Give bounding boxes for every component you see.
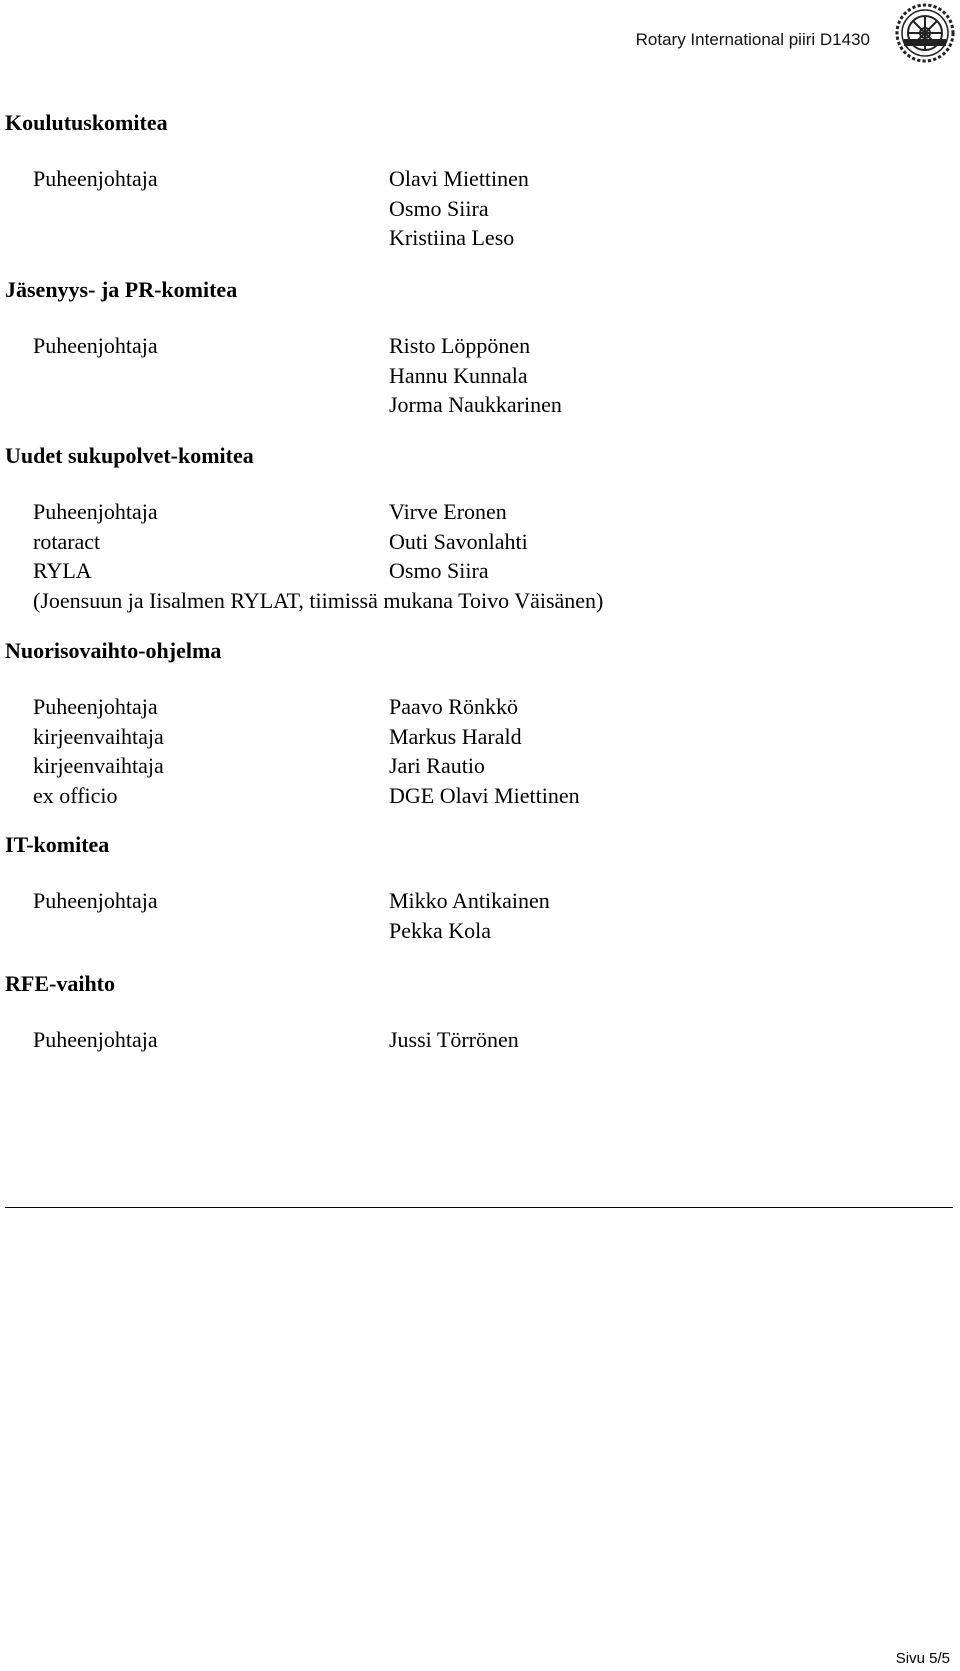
note-row — [33, 586, 933, 616]
member-row — [33, 886, 933, 916]
section-title: Nuorisovaihto-ohjelma — [5, 638, 222, 663]
member-name: Osmo Siira — [389, 195, 489, 221]
member-rows — [33, 1025, 933, 1055]
member-role: Puheenjohtaja — [33, 166, 158, 191]
member-name: Paavo Rönkkö — [389, 694, 518, 719]
member-role: ex officio — [33, 782, 118, 808]
header-title: Rotary International piiri D1430 — [635, 30, 870, 49]
member-row — [33, 497, 933, 527]
member-name: Olavi Miettinen — [389, 166, 529, 191]
member-role: kirjeenvaihtaja — [33, 753, 164, 778]
member-row — [33, 223, 933, 253]
section-title: Jäsenyys- ja PR-komitea — [5, 277, 238, 302]
committee-section — [5, 275, 935, 417]
member-row — [33, 722, 933, 752]
member-role: Puheenjohtaja — [33, 1027, 158, 1052]
committee-section — [5, 441, 935, 613]
page-number: Sivu 5/5 — [895, 1650, 950, 1667]
member-role: Puheenjohtaja — [33, 499, 158, 524]
member-row — [33, 781, 933, 811]
member-row — [33, 164, 933, 194]
member-name: Mikko Antikainen — [389, 888, 550, 913]
member-name: Hannu Kunnala — [389, 362, 528, 388]
member-name: Jari Rautio — [389, 753, 485, 778]
member-row — [33, 527, 933, 557]
member-name: Pekka Kola — [389, 917, 492, 943]
member-name: Markus Harald — [389, 723, 522, 749]
member-row — [33, 556, 933, 586]
member-row — [33, 361, 933, 391]
member-row — [33, 916, 933, 946]
member-name: Risto Löppönen — [389, 333, 531, 358]
member-name: DGE Olavi Miettinen — [389, 782, 580, 808]
member-name: Osmo Siira — [389, 558, 489, 583]
member-row — [33, 1025, 933, 1055]
rotary-wheel-icon — [894, 2, 956, 64]
member-row — [33, 331, 933, 361]
member-name: Kristiina Leso — [389, 225, 515, 250]
member-name: Jussi Törrönen — [389, 1027, 519, 1052]
committee-section — [5, 969, 935, 1052]
member-row — [33, 390, 933, 420]
footer-divider — [5, 1207, 953, 1208]
section-title: IT-komitea — [5, 832, 110, 857]
committee-section — [5, 108, 935, 250]
member-role: kirjeenvaihtaja — [33, 723, 164, 749]
member-row — [33, 692, 933, 722]
section-title: Koulutuskomitea — [5, 110, 168, 135]
member-name: Virve Eronen — [389, 499, 507, 524]
section-title: RFE-vaihto — [5, 971, 115, 996]
member-role: Puheenjohtaja — [33, 888, 158, 913]
member-name: Outi Savonlahti — [389, 528, 528, 554]
committee-section — [5, 636, 935, 808]
member-rows — [33, 497, 933, 615]
committee-section — [5, 830, 935, 943]
member-rows — [33, 692, 933, 810]
member-role: rotaract — [33, 528, 101, 554]
member-role: Puheenjohtaja — [33, 333, 158, 358]
member-rows — [33, 331, 933, 420]
member-role: RYLA — [33, 558, 92, 583]
member-row — [33, 194, 933, 224]
member-rows — [33, 164, 933, 253]
member-row — [33, 751, 933, 781]
member-role: Puheenjohtaja — [33, 694, 158, 719]
member-rows — [33, 886, 933, 945]
section-title: Uudet sukupolvet-komitea — [5, 443, 254, 468]
member-name: Jorma Naukkarinen — [389, 392, 562, 417]
section-note: (Joensuun ja Iisalmen RYLAT, tiimissä mukana Toivo Väisänen) — [33, 587, 604, 613]
